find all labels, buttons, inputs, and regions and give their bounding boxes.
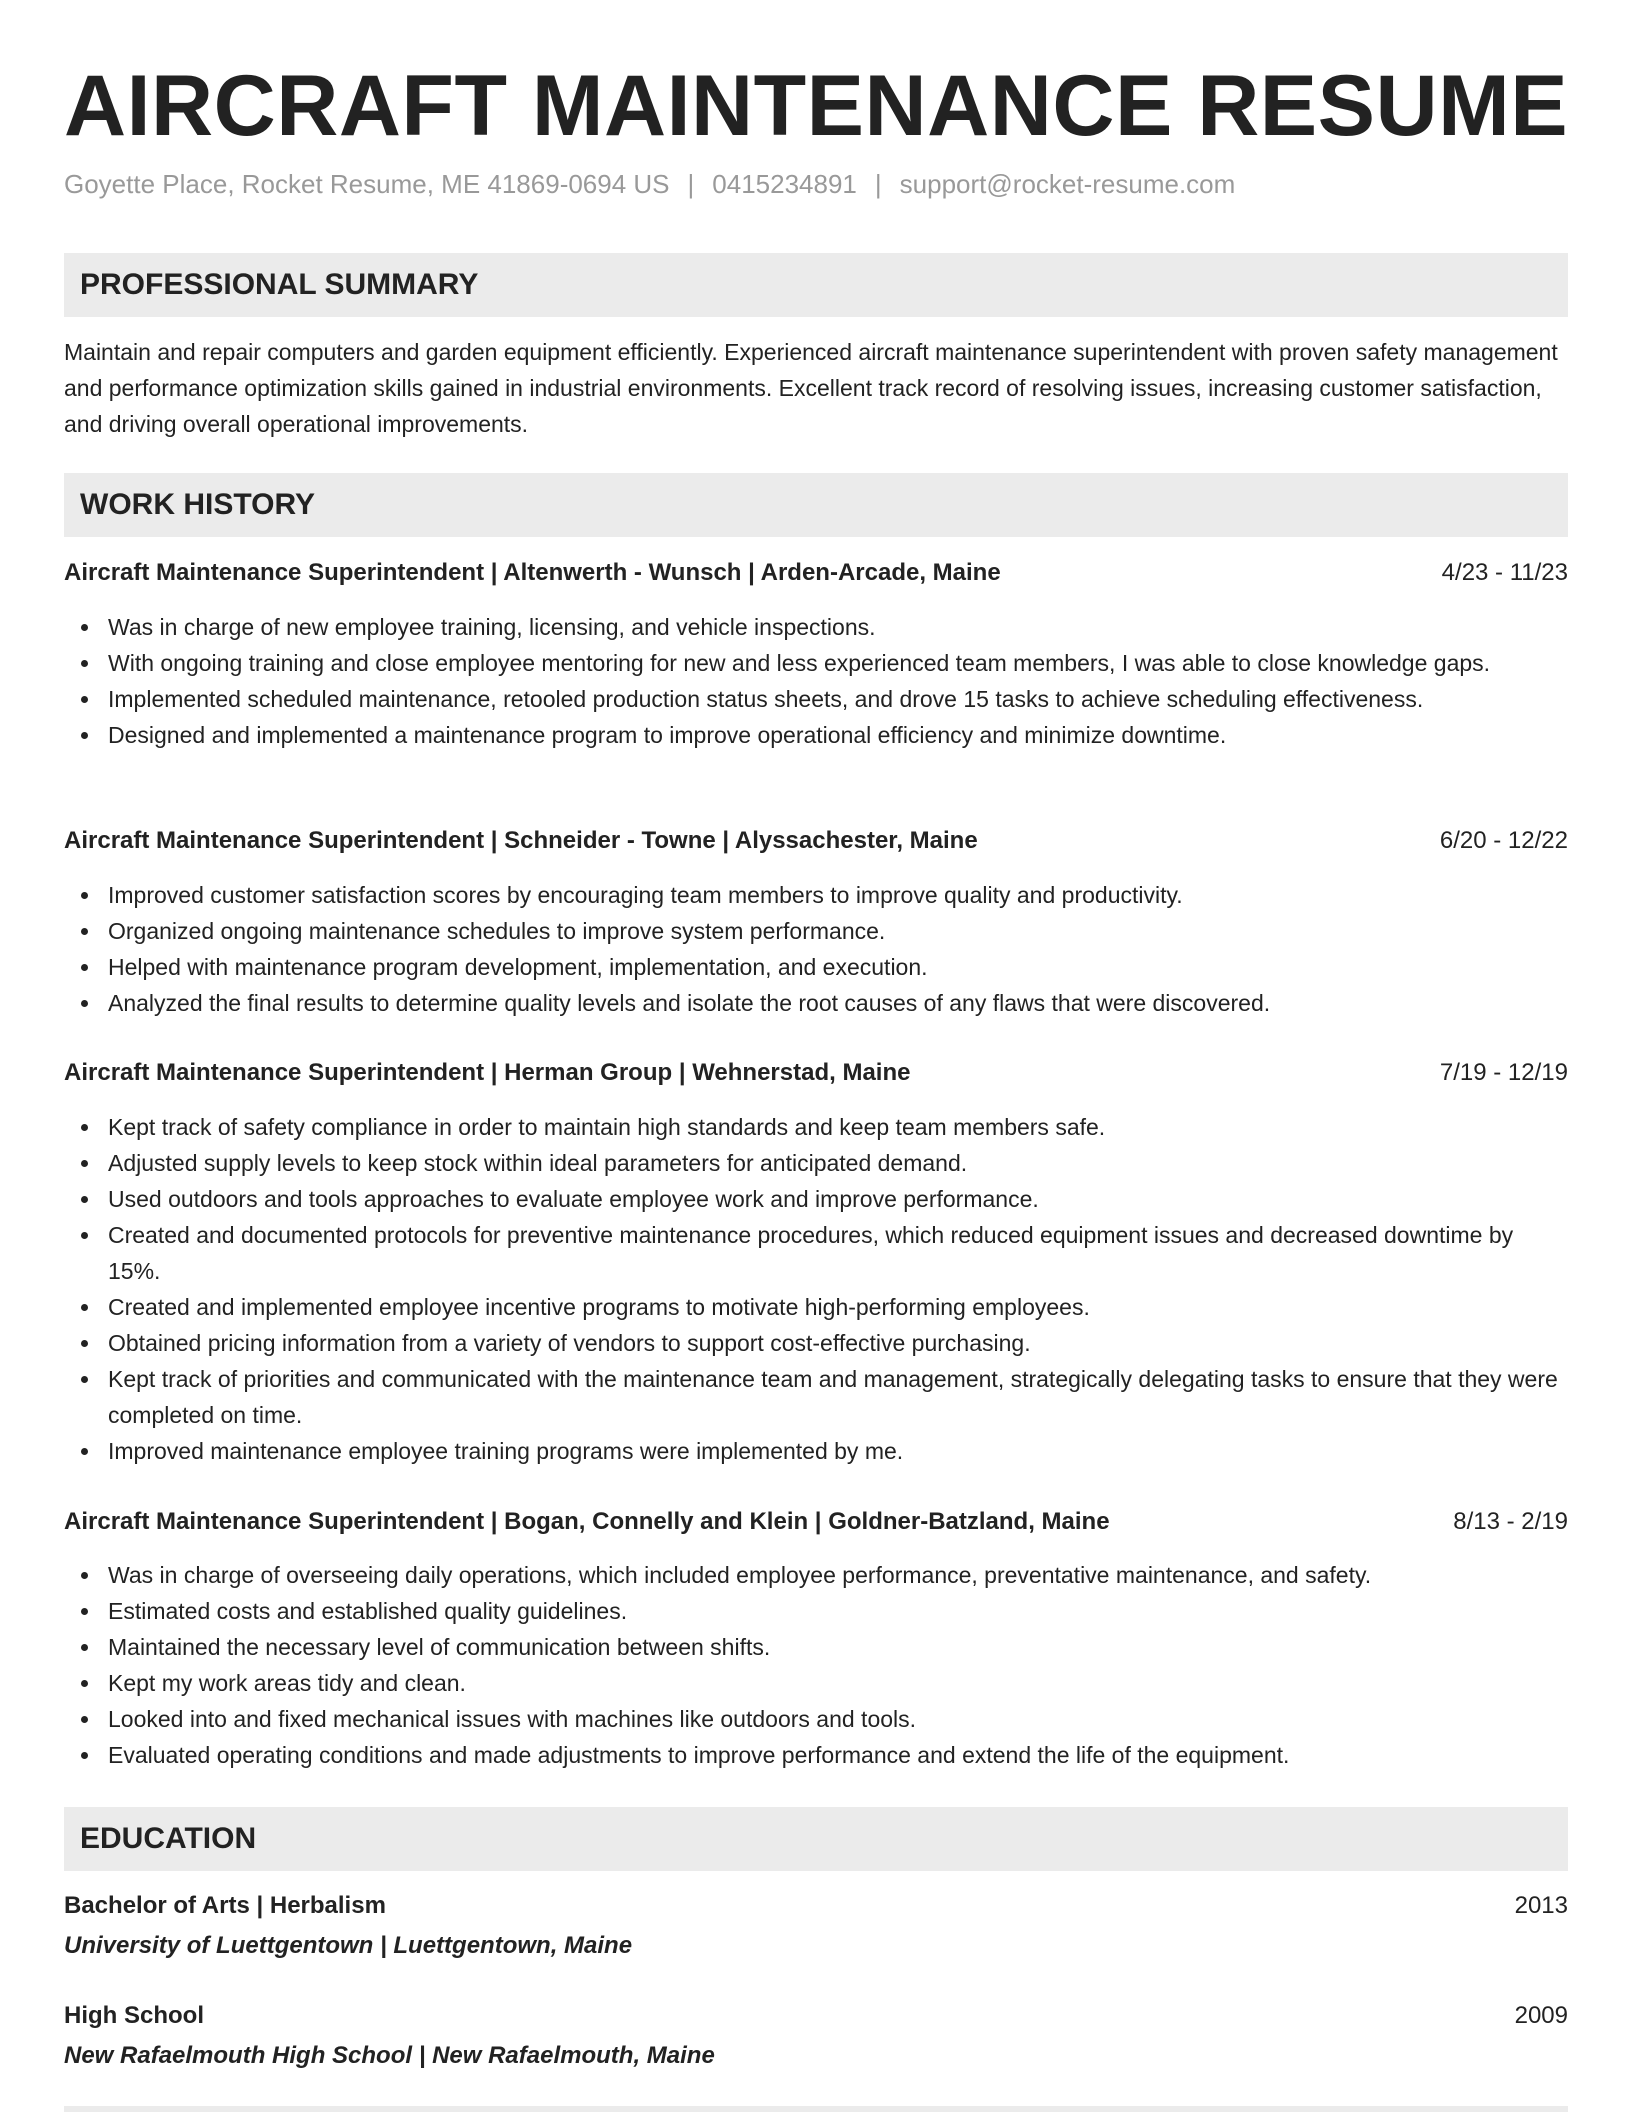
- job-header: [64, 1504, 1568, 1540]
- job-bullet-list: [64, 1109, 1568, 1469]
- education-header: [64, 1998, 1568, 2034]
- job-bullet: Evaluated operating conditions and made adjustments to improve performance and extend the life of the equipment.: [64, 1737, 1568, 1773]
- education-school: University of Luettgentown | Luettgentown, Maine: [64, 1932, 633, 1959]
- job-bullet: Created and implemented employee incentive programs to motivate high-performing employees.: [64, 1289, 1568, 1325]
- job-title: Aircraft Maintenance Superintendent | Herman Group | Wehnerstad, Maine: [64, 1059, 911, 1086]
- job-bullet: Looked into and fixed mechanical issues with machines like outdoors and tools.: [64, 1701, 1568, 1737]
- education-header: [64, 1888, 1568, 1924]
- section-header-summary: PROFESSIONAL SUMMARY: [64, 253, 1568, 317]
- resume-title: AIRCRAFT MAINTENANCE RESUME: [64, 58, 1569, 154]
- job-bullet: Kept my work areas tidy and clean.: [64, 1665, 1568, 1701]
- section-divider: [64, 2106, 1568, 2112]
- section-header-education: EDUCATION: [64, 1807, 1568, 1871]
- job-bullet: Organized ongoing maintenance schedules to improve system performance.: [64, 913, 1568, 949]
- job-header: [64, 1055, 1568, 1091]
- job-dates: 4/23 - 11/23: [1441, 559, 1568, 586]
- job-bullet: With ongoing training and close employee mentoring for new and less experienced team members, I was able to close knowledge gaps.: [64, 645, 1568, 681]
- job-bullet: Designed and implemented a maintenance program to improve operational efficiency and minimize downtime.: [64, 717, 1568, 753]
- education-degree: Bachelor of Arts | Herbalism: [64, 1892, 386, 1919]
- contact-phone: 0415234891: [712, 169, 857, 199]
- section-header-work-history: WORK HISTORY: [64, 473, 1568, 537]
- education-school: New Rafaelmouth High School | New Rafaelmouth, Maine: [64, 2042, 715, 2069]
- job-bullet: Was in charge of overseeing daily operations, which included employee performance, preventative maintenance, and safety.: [64, 1557, 1568, 1593]
- education-year: 2013: [1514, 1892, 1568, 1919]
- job-bullet: Adjusted supply levels to keep stock within ideal parameters for anticipated demand.: [64, 1145, 1568, 1181]
- contact-line: [64, 166, 1235, 202]
- job-bullet: Improved customer satisfaction scores by encouraging team members to improve quality and productivity.: [64, 877, 1568, 913]
- job-header: [64, 555, 1568, 591]
- job-bullet: Kept track of priorities and communicated with the maintenance team and management, strategically delegating tasks to ensure that they were completed on time.: [64, 1361, 1568, 1433]
- job-bullet-list: [64, 877, 1568, 1021]
- job-bullet: Used outdoors and tools approaches to evaluate employee work and improve performance.: [64, 1181, 1568, 1217]
- job-header: [64, 823, 1568, 859]
- job-dates: 8/13 - 2/19: [1453, 1508, 1568, 1535]
- contact-separator: |: [687, 169, 695, 199]
- job-bullet: Helped with maintenance program development, implementation, and execution.: [64, 949, 1568, 985]
- job-bullet: Improved maintenance employee training programs were implemented by me.: [64, 1433, 1568, 1469]
- job-title: Aircraft Maintenance Superintendent | Schneider - Towne | Alyssachester, Maine: [64, 827, 978, 854]
- job-bullet: Implemented scheduled maintenance, retooled production status sheets, and drove 15 tasks to achieve scheduling effectiveness.: [64, 681, 1568, 717]
- job-bullet-list: [64, 609, 1568, 753]
- job-title: Aircraft Maintenance Superintendent | Bogan, Connelly and Klein | Goldner-Batzland, Maine: [64, 1508, 1110, 1535]
- contact-separator: |: [874, 169, 882, 199]
- education-degree: High School: [64, 2002, 204, 2029]
- contact-address: Goyette Place, Rocket Resume, ME 41869-0694 US: [64, 169, 670, 199]
- job-bullet-list: [64, 1557, 1568, 1773]
- job-bullet: Created and documented protocols for preventive maintenance procedures, which reduced equipment issues and decreased downtime by 15%.: [64, 1217, 1568, 1289]
- job-title: Aircraft Maintenance Superintendent | Altenwerth - Wunsch | Arden-Arcade, Maine: [64, 559, 1001, 586]
- job-bullet: Was in charge of new employee training, licensing, and vehicle inspections.: [64, 609, 1568, 645]
- contact-email[interactable]: support@rocket-resume.com: [899, 169, 1236, 199]
- education-year: 2009: [1514, 2002, 1568, 2029]
- job-bullet: Analyzed the final results to determine quality levels and isolate the root causes of any flaws that were discovered.: [64, 985, 1568, 1021]
- job-bullet: Kept track of safety compliance in order to maintain high standards and keep team members safe.: [64, 1109, 1568, 1145]
- job-bullet: Maintained the necessary level of communication between shifts.: [64, 1629, 1568, 1665]
- job-dates: 6/20 - 12/22: [1439, 827, 1568, 854]
- job-bullet: Estimated costs and established quality guidelines.: [64, 1593, 1568, 1629]
- job-bullet: Obtained pricing information from a variety of vendors to support cost-effective purchasing.: [64, 1325, 1568, 1361]
- summary-text: Maintain and repair computers and garden equipment efficiently. Experienced aircraft maintenance superintendent with proven safety management and performance optimization skills gained in industrial environments. Excellent track record of resolving issues, increasing customer satisfaction, and driving overall operational improvements.: [64, 339, 1558, 437]
- job-dates: 7/19 - 12/19: [1439, 1059, 1568, 1086]
